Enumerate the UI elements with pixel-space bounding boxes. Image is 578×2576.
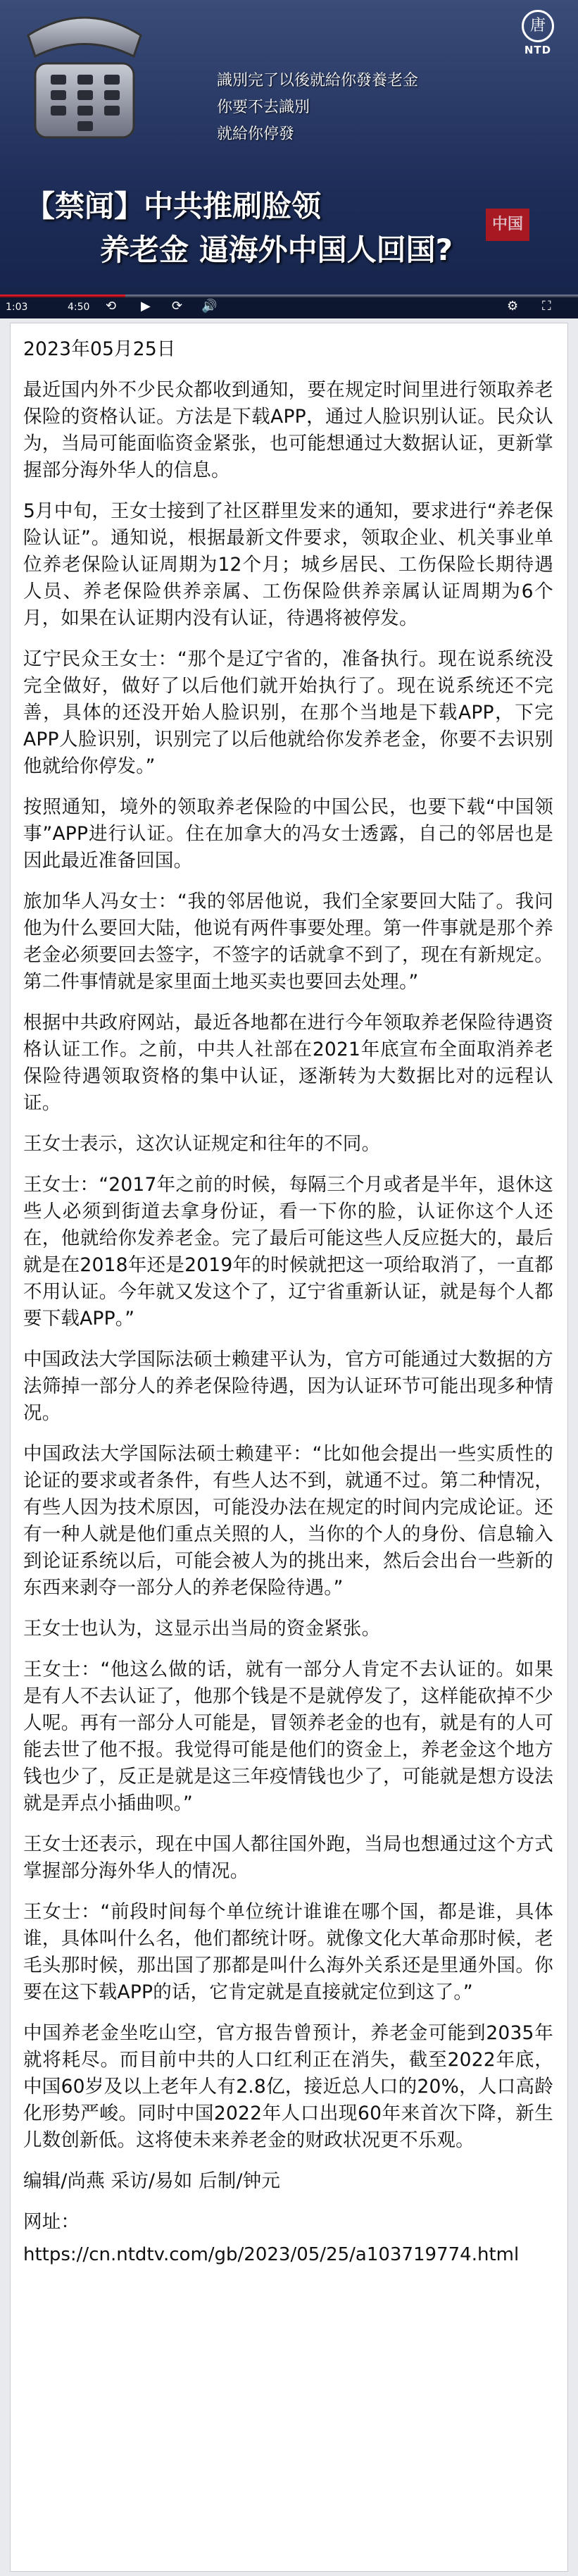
article-url[interactable]: https://cn.ntdtv.com/gb/2023/05/25/a103719774.html: [23, 2244, 520, 2265]
video-controls: [0, 296, 578, 318]
article-paragraph: 王女士还表示，现在中国人都往国外跑，当局也想通过这个方式掌握部分海外华人的情况。: [23, 1833, 553, 1882]
article-paragraph: 按照通知，境外的领取养老保险的中国公民，也要下载“中国领事”APP进行认证。住在加拿大的冯女士透露，自己的邻居也是因此最近准备回国。: [23, 796, 553, 872]
video-quote-line: 就給你停發: [217, 125, 295, 143]
video-player[interactable]: [0, 0, 578, 318]
play-icon[interactable]: ▶: [141, 299, 151, 314]
settings-icon[interactable]: ⚙: [507, 299, 519, 314]
url-label: 网址：: [23, 2211, 80, 2233]
article-paragraph: 5月中旬，王女士接到了社区群里发来的通知，要求进行“养老保险认证”。通知说，根据最新文件要求，领取企业、机关事业单位养老保险认证周期为12个月；城乡居民、工伤保险长期待遇人员、养老保险供养亲属、工伤保险供养亲属认证周期为6个月，如果在认证期内没有认证，待遇将被停发。: [23, 500, 553, 629]
article-paragraph: 王女士也认为，这显示出当局的资金紧张。: [23, 1618, 381, 1640]
article-body: [23, 377, 553, 2154]
video-caption-line2: 养老金 逼海外中国人回国?: [100, 233, 453, 267]
article-date: 2023年05月25日: [23, 338, 176, 360]
china-stamp: 中国: [486, 209, 529, 241]
article-paragraph: 王女士：“他这么做的话，就有一部分人肯定不去认证的。如果是有人不去认证了，他那个钱是不是就停发了，这样能砍掉不少人呢。再有一部分人可能是，冒领养老金的也有，就是有的人可能去世了他不报。我觉得可能是他们的资金上，养老金这个地方钱也少了，反正是就是这三年疫情钱也少了，可能就是想方设法就是弄点小插曲呗。”: [23, 1659, 553, 1814]
current-time: 1:03: [6, 302, 28, 313]
ntd-logo-glyph: 唐: [522, 10, 554, 42]
article-paragraph: 王女士：“2017年之前的时候，每隔三个月或者是半年，退休这些人必须到街道去拿身份证，看一下你的脸，认证你这个人还在，他就给你发养老金。完了最后可能这些人反应挺大的，最后就是在2018年还是2019年的时候就把这一项给取消了，一直都不用认证。今年就又发这个了，辽宁省重新认证，就是每个人都要下载APP。”: [23, 1174, 553, 1330]
telephone-illustration: [7, 7, 162, 148]
replay-10-icon[interactable]: ⟲: [106, 299, 117, 314]
article-paragraph: 旅加华人冯女士：“我的邻居他说，我们全家要回大陆了。我问他为什么要回大陆，他说有两件事要处理。第一件事就是那个养老金必须要回去签字，不签字的话就拿不到了，现在有新规定。第二件事情就是家里面土地买卖也要回去处理。”: [23, 891, 553, 993]
forward-10-icon[interactable]: ⟳: [172, 299, 183, 314]
article-paragraph: 中国政法大学国际法硕士赖建平：“比如他会提出一些实质性的论证的要求或者条件，有些人达不到，就通不过。第二种情况，有些人因为技术原因，可能没办法在规定的时间内完成论证。还有一种人就是他们重点关照的人，当你的个人的身份、信息输入到论证系统以后，可能会被人为的挑出来，然后会出台一些新的东西来剥夺一部分人的养老保险待遇。”: [23, 1443, 553, 1599]
ntd-logo-brand: NTD: [524, 44, 552, 56]
article-paragraph: 王女士：“前段时间每个单位统计谁谁在哪个国，都是谁，具体谁，具体叫什么名，他们都统计呀。就像文化大革命那时候，老毛头那时候，那出国了那都是叫什么海外关系还是里通外国。你要在这下载APP的话，它肯定就是直接就定位到这了。”: [23, 1901, 553, 2003]
article-paragraph: 王女士表示，这次认证规定和往年的不同。: [23, 1133, 381, 1155]
article-paragraph: 辽宁民众王女士：“那个是辽宁省的，准备执行。现在说系统没完全做好，做好了以后他们就开始执行了。现在说系统还不完善，具体的还没开始人脸识别，在那个当地是下载APP，下完APP人脸识别，识别完了以后他就给你发养老金，你要不去识别他就给你停发。”: [23, 648, 553, 777]
video-caption-line1: 【禁闻】中共推刷脸领: [25, 189, 322, 223]
volume-icon[interactable]: 🔊: [201, 299, 218, 314]
article-credits: 编辑/尚燕 采访/易如 后制/钟元: [23, 2170, 281, 2192]
video-quote-line: 識別完了以後就給你發養老金: [217, 72, 419, 89]
video-quote: [217, 68, 418, 148]
article-paragraph: 根据中共政府网站，最近各地都在进行今年领取养老保险待遇资格认证工作。之前，中共人社部在2021年底宣布全面取消养老保险待遇领取资格的集中认证，逐渐转为大数据比对的远程认证。: [23, 1012, 553, 1114]
video-quote-line: 你要不去識別: [217, 99, 310, 116]
fullscreen-icon[interactable]: ⛶: [542, 299, 551, 314]
article-paragraph: 最近国内外不少民众都收到通知，要在规定时间里进行领取养老保险的资格认证。方法是下载APP，通过人脸识别认证。民众认为，当局可能面临资金紧张，也可能想通过大数据认证，更新掌握部分海外华人的信息。: [23, 379, 553, 481]
total-time: 4:50: [68, 302, 90, 313]
article-card: [10, 323, 568, 2572]
ntd-logo: [517, 10, 558, 56]
article-paragraph: 中国政法大学国际法硕士赖建平认为，官方可能通过大数据的方法筛掉一部分人的养老保险待遇，因为认证环节可能出现多种情况。: [23, 1349, 553, 1424]
article-paragraph: 中国养老金坐吃山空，官方报告曾预计，养老金可能到2035年就将耗尽。而目前中共的人口红利正在消失，截至2022年底，中国60岁及以上老年人有2.8亿，接近总人口的20%，人口高龄化形势严峻。同时中国2022年人口出现60年来首次下降，新生儿数创新低。这将使未来养老金的财政状况更不乐观。: [23, 2022, 553, 2151]
